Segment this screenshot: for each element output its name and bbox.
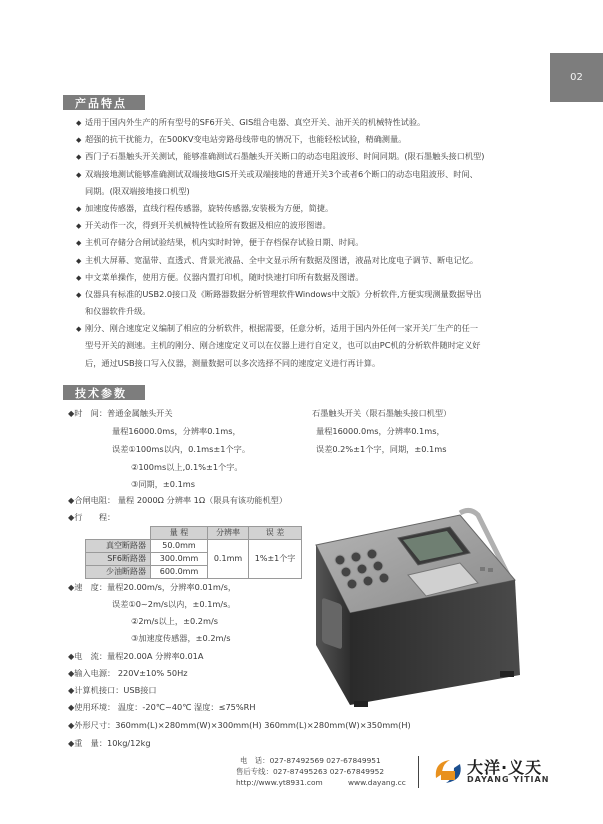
feature-line xyxy=(76,355,556,372)
table-corner xyxy=(86,527,151,540)
bullet-icon: ◆ xyxy=(76,222,82,231)
time-spec-label: ◆时 间：普通金属触头开关 xyxy=(68,408,173,418)
weight-spec: ◆重 量：10kg/12kg xyxy=(68,738,151,748)
footer-after-sales: 售后专线：027-87495263 027-67849952 xyxy=(236,767,385,776)
feature-text: 和仪器软件升级。 xyxy=(85,306,151,317)
table-cell: 300.0mm xyxy=(151,553,208,566)
feature-text: 后，通过USB接口写入仪器，测量数据可以多次选择不同的速度定义进行再计算。 xyxy=(85,357,381,368)
feature-line xyxy=(76,200,556,217)
features-list xyxy=(76,114,556,372)
bullet-icon: ◆ xyxy=(76,170,82,179)
company-logo-cn: 大洋·义天 xyxy=(467,758,543,777)
interface-spec: ◆计算机接口：USB接口 xyxy=(68,685,157,695)
footer-website-1[interactable]: http://www.yt8931.com xyxy=(236,778,323,787)
bullet-icon: ◆ xyxy=(76,136,82,145)
closing-resistance-spec: ◆合闸电阻： 量程 2000Ω 分辨率 1Ω（限具有该功能机型） xyxy=(68,495,288,505)
tester-device-image xyxy=(310,505,530,715)
feature-text: 同期。(限双端接地接口机型) xyxy=(85,185,190,196)
bullet-icon: ◆ xyxy=(76,239,82,248)
time-spec-error-2: ②100ms以上,0.1%±1个字。 xyxy=(131,462,243,472)
graphite-spec-error: 误差0.2%±1个字，同期，±0.1ms xyxy=(316,444,447,454)
bullet-icon: ◆ xyxy=(76,325,82,334)
time-spec-range: 量程16000.0ms，分辨率0.1ms， xyxy=(112,426,241,436)
feature-text: 刚分、刚合速度定义编制了相应的分析软件，根据需要，任意分析，适用于国内外任何一家开关厂生产的任一 xyxy=(85,323,479,334)
bullet-icon: ◆ xyxy=(76,153,82,162)
feature-text: 中文菜单操作，使用方便。仪器内置打印机，随时快速打印所有数据及图谱。 xyxy=(85,271,364,282)
table-header-row xyxy=(86,527,302,540)
bullet-icon: ◆ xyxy=(76,273,82,282)
current-spec: ◆电 流：量程20.00A 分辨率0.01A xyxy=(68,651,204,661)
company-logo-en: DAYANG YITIAN xyxy=(467,775,550,784)
feature-line xyxy=(76,303,556,320)
table-row xyxy=(86,540,302,553)
feature-line xyxy=(76,183,556,200)
feature-line xyxy=(76,252,556,269)
feature-text: 仪器具有标准的USB2.0接口及《断路器数据分析管理软件Windows中文版》分析软件,方便实现测量数据导出 xyxy=(85,288,482,299)
specs-heading: 技术参数 xyxy=(63,385,145,400)
graphite-spec-title: 石墨触头开关（限石墨触头接口机型） xyxy=(312,408,452,418)
table-header: 误 差 xyxy=(249,527,302,540)
speed-spec-error-3: ③加速度传感器，±0.2m/s xyxy=(131,633,231,643)
time-spec-error-1: 误差①100ms以内，0.1ms±1个字。 xyxy=(112,444,251,454)
table-row-name: 真空断路器 xyxy=(86,540,151,553)
feature-text: 超强的抗干扰能力，在500KV变电站旁路母线带电的情况下，也能轻松试验，精确测量。 xyxy=(85,134,407,145)
feature-line xyxy=(76,269,556,286)
table-cell-error: 1%±1个字 xyxy=(249,540,302,579)
feature-text: 双端接地测试能够准确测试双端接地GIS开关或双端接地的普通开关3个或者6个断口的动态电阻波形、时间、 xyxy=(85,168,478,179)
feature-text: 西门子石墨触头开关测试，能够准确测试石墨触头开关断口的动态电阻波形、时间同期。(限石墨触头接口机型) xyxy=(85,151,485,162)
bullet-icon: ◆ xyxy=(76,290,82,299)
table-cell: 50.0mm xyxy=(151,540,208,553)
speed-spec-error-2: ②2m/s以上，±0.2m/s xyxy=(131,616,218,626)
table-cell: 600.0mm xyxy=(151,566,208,579)
feature-text: 开关动作一次，得到开关机械特性试验所有数据及相应的波形图谱。 xyxy=(85,220,331,231)
power-spec: ◆输入电源： 220V±10% 50Hz xyxy=(68,668,188,678)
environment-spec: ◆使用环境： 温度：-20℃~40℃ 湿度：≤75%RH xyxy=(68,702,256,712)
features-heading: 产品特点 xyxy=(63,95,145,110)
feature-line xyxy=(76,217,556,234)
feature-text: 型号开关的测速。主机的刚分、刚合速度定义可以在仪器上进行自定义，也可以由PC机的分析软件随时定义好 xyxy=(85,340,481,351)
speed-spec: ◆速 度：量程20.00m/s，分辨率0.01m/s， xyxy=(68,582,237,592)
feature-line xyxy=(76,337,556,354)
stroke-spec-table xyxy=(85,526,302,579)
feature-text: 主机大屏幕、宽温带、直透式、背景光液晶、全中文显示所有数据及图谱，液晶对比度电子调节、断电记忆。 xyxy=(85,254,479,265)
footer-phone: 电 话：027-87492569 027-67849951 xyxy=(240,756,381,765)
time-spec-error-3: ③同期，±0.1ms xyxy=(131,479,196,489)
stroke-spec-label: ◆行 程： xyxy=(68,512,116,522)
feature-line xyxy=(76,234,556,251)
bullet-icon: ◆ xyxy=(76,256,82,265)
graphite-spec-range: 量程16000.0ms，分辨率0.1ms， xyxy=(316,426,445,436)
feature-text: 主机可存储分合闸试验结果，机内实时时钟，便于存档保存试验日期、时间。 xyxy=(85,237,364,248)
company-logo-icon xyxy=(432,756,464,786)
feature-line xyxy=(76,148,556,165)
footer-website-2[interactable]: www.dayang.cc xyxy=(348,778,406,787)
size-spec: ◆外形尺寸：360mm(L)×280mm(W)×300mm(H) 360mm(L)×280mm(W)×350mm(H) xyxy=(68,720,411,730)
feature-text: 适用于国内外生产的所有型号的SF6开关、GIS组合电器、真空开关、油开关的机械特性试验。 xyxy=(85,117,426,127)
speed-spec-error-1: 误差①0~2m/s以内，±0.1m/s。 xyxy=(112,599,236,609)
table-cell-resolution: 0.1mm xyxy=(208,540,249,579)
table-row-name: 少油断路器 xyxy=(86,566,151,579)
feature-line xyxy=(76,320,556,337)
bullet-icon: ◆ xyxy=(76,119,82,127)
page-number: 02 xyxy=(550,53,603,102)
feature-line xyxy=(76,166,556,183)
footer-divider xyxy=(418,756,419,788)
feature-line xyxy=(76,286,556,303)
feature-line xyxy=(76,114,556,131)
bullet-icon: ◆ xyxy=(76,204,82,213)
feature-line xyxy=(76,131,556,148)
table-row-name: SF6断路器 xyxy=(86,553,151,566)
feature-text: 加速度传感器，直线行程传感器，旋转传感器,安装极为方便，简捷。 xyxy=(85,202,334,213)
table-header: 量 程 xyxy=(151,527,208,540)
table-header: 分辨率 xyxy=(208,527,249,540)
